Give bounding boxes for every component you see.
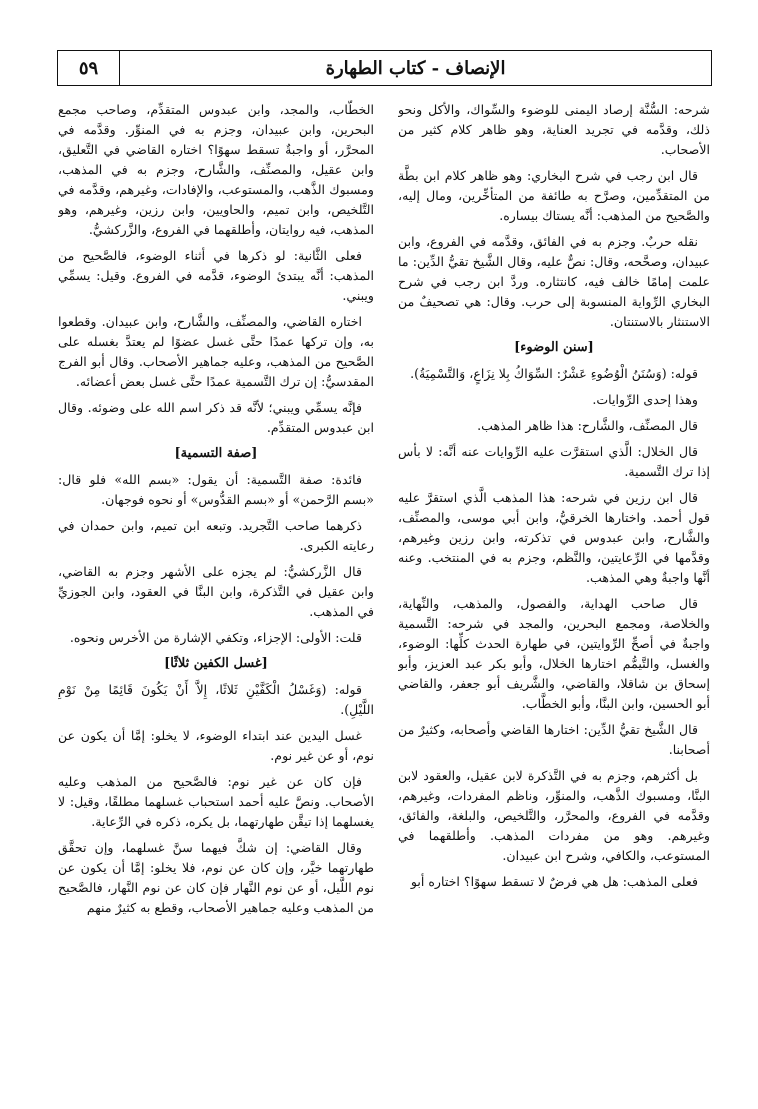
right-column: [398, 100, 710, 1100]
paragraph: وقال القاضي: إن شكَّ فيهما سنَّ غسلهما، وإن تحقَّق طهارتهما خيَّر، وإن كان عن نوم، فلا يخلو: إمَّا أن يكون عن نوم اللَّيل، أو عن نوم النَّهار فإن كان عن نوم النَّهار، فالصَّحيح من المذهب وعليه جماهير الأصحاب، وقطع به كثيرٌ منهم: [58, 840, 374, 915]
paragraph: فعلى المذهب: هل هي فرضٌ لا تسقط سهوًا؟ اختاره أبو: [410, 874, 698, 889]
paragraph: قال الشَّيخ تقيُّ الدِّين: اختارها القاضي وأصحابه، وكثيرٌ من أصحابنا.: [398, 722, 710, 757]
paragraph: قال ابن رجب في شرح البخاري: وهو ظاهر كلام ابن بطَّة من المتقدِّمين، وصرَّح به طائفة من المتأخِّرين، ومال إليه، والصَّحيح من المذهب: أنَّه يستاك بيساره.: [398, 168, 710, 223]
paragraph: الخطَّاب، والمجد، وابن عبدوس المتقدِّم، وصاحب مجمع البحرين، وابن عبيدان، وجزم به في المنوِّر. وقدَّمه في المحرَّر، أو واجبةٌ تسقط سهوًا؟ اختاره القاضي في التَّعليق، وابن عقيل، والمصنِّف، والشَّارح، وجزم به في المذهب، ومسبوك الذَّهب، والمستوعب، والإفادات، وغيرهم، وقدَّمه في التَّلخيص، وابن تميم، والحاويين، وابن رزين، وغيرهم، وهو المذهب، فيه روايتان، وأطلقهما في الفروع، والزَّركشيُّ.: [58, 102, 374, 237]
paragraph: وهذا إحدى الرِّوايات.: [592, 392, 698, 407]
paragraph: قوله: (وَغَسْلُ الْكَفَّيْنِ ثَلاثًا، إِلاَّ أَنْ يَكُونَ قَائِمًا مِنْ نَوْمِ اللَّيْلِ).: [58, 682, 374, 717]
section-heading: [سنن الوضوء]: [514, 340, 594, 355]
paragraph: ذكرهما صاحب التَّجريد. وتبعه ابن تميم، وابن حمدان في رعايته الكبرى.: [58, 518, 374, 553]
paragraph: اختاره القاضي، والمصنِّف، والشَّارح، وابن عبيدان. وقطعوا به، وإن تركها عمدًا حتَّى غسل عضوًا لم يعتدَّ بغسله على الصَّحيح من المذهب، وعليه جماهير الأصحاب. وقال أبو الفرج المقدسيُّ: إن ترك التَّسمية عمدًا حتَّى غسل بعض أعضائه.: [58, 314, 374, 389]
paragraph: قال صاحب الهداية، والفصول، والمذهب، والنِّهاية، والخلاصة، ومجمع البحرين، والمجد في شرحه: التَّسمية واجبةٌ في أصحِّ الرِّوايتين، في طهارة الحدث كلِّها: الوضوء، والغسل، والتَّيمُّم اختارها الخلال، وأبو بكر عبد العزيز، وأبو إسحاق بن شاقلا، والقاضي، والشَّريف أبو جعفر، والقاضي أبو الحسين، وابن البنَّا، وأبو الخطَّاب.: [398, 596, 710, 711]
paragraph: نقله حربٌ. وجزم به في الفائق، وقدَّمه في الفروع، وابن عبيدان، وصحَّحه، وقال: نصٌّ عليه، وقال الشَّيخ تقيُّ الدِّين: ما علمت إمامًا خالف فيه، كانتثاره. وردَّ ابن رجب في شرح البخاري الرِّواية المنسوبة إلى حرب. وقال: هي تصحيفٌ من الاستنثار بالاستنتان.: [398, 234, 710, 329]
page-number: ٥٩: [58, 51, 120, 85]
paragraph: قوله: (وَسُنَنُ الْوُضُوءِ عَشْرٌ: السِّوَاكُ بِلا نِزَاعٍ، وَالتَّسْمِيَةُ).: [410, 366, 698, 381]
running-title: الإنصاف - كتاب الطهارة: [325, 57, 506, 79]
paragraph: قال الزَّركشيُّ: لم يجزه على الأشهر وجزم به القاضي، وابن عقيل في التَّذكرة، وابن البنَّا في العقود، وابن الجوزيِّ في المذهب.: [58, 564, 374, 619]
section-heading: [غسل الكفين ثلاثًا]: [164, 656, 268, 671]
paragraph: فإن كان عن غير نوم: فالصَّحيح من المذهب وعليه الأصحاب. ونصَّ عليه أحمد استحباب غسلهما مطلقًا، وقيل: لا يغسلهما إذا تيقَّن طهارتهما، بل يكره، ذكره في الرِّعاية.: [58, 774, 374, 829]
paragraph: فائدة: صفة التَّسمية: أن يقول: «بسم الله» فلو قال: «بسم الرَّحمن» أو «بسم القدُّوس» أو نحوه فوجهان.: [58, 472, 374, 507]
paragraph: غسل اليدين عند ابتداء الوضوء، لا يخلو: إمَّا أن يكون عن نوم، أو عن غير نوم.: [58, 728, 374, 763]
paragraph: شرحه: السُّنَّة إرصاد اليمنى للوضوء والسِّواك، والأكل ونحو ذلك، وقدَّمه في تجريد العناية، وهو ظاهر كلام كثير من الأصحاب.: [398, 102, 710, 157]
paragraph: فعلى الثَّانية: لو ذكرها في أثناء الوضوء، فالصَّحيح من المذهب: أنَّه يبتدئ الوضوء، قدَّمه في الفروع. وقيل: يسمِّي ويبني.: [58, 248, 374, 303]
left-column: [58, 100, 374, 1100]
paragraph: قال المصنِّف، والشَّارح: هذا ظاهر المذهب.: [477, 418, 698, 433]
paragraph: قال الخلال: الَّذي استقرَّت عليه الرِّوايات عنه أنَّه: لا بأس إذا ترك التَّسمية.: [398, 444, 710, 479]
paragraph: فإنَّه يسمِّي ويبني؛ لأنَّه قد ذكر اسم الله على وضوئه. وقال ابن عبدوس المتقدِّم.: [58, 400, 374, 435]
paragraph: قلت: الأولى: الإجزاء، وتكفي الإشارة من الأخرس ونحوه.: [69, 630, 362, 645]
page-header: [57, 50, 712, 86]
paragraph: بل أكثرهم، وجزم به في التَّذكرة لابن عقيل، والعقود لابن البنَّا، ومسبوك الذَّهب، والمنوِّر، وناظم المفردات، وغيرهم، وقدَّمه في الفروع، والمحرَّر، والتَّلخيص، والبلغة، والفائق، وغيرهم. وهو من مفردات المذهب. وأطلقهما في المستوعب، والكافي، وشرح ابن عبيدان.: [398, 768, 710, 863]
section-heading: [صفة التسمية]: [174, 446, 258, 461]
paragraph: قال ابن رزين في شرحه: هذا المذهب الَّذي استقرَّ عليه قول أحمد. واختارها الخرقيُّ، وابن أبي موسى، والمصنِّف، والشَّارح، وابن عبدوس في تذكرته، وابن رزين وغيرهم، وقدَّمها في الرِّعايتين، والنَّظم، وجزم به في المنتخب. وعنه أنَّها واجبةٌ وهي المذهب.: [398, 490, 710, 585]
